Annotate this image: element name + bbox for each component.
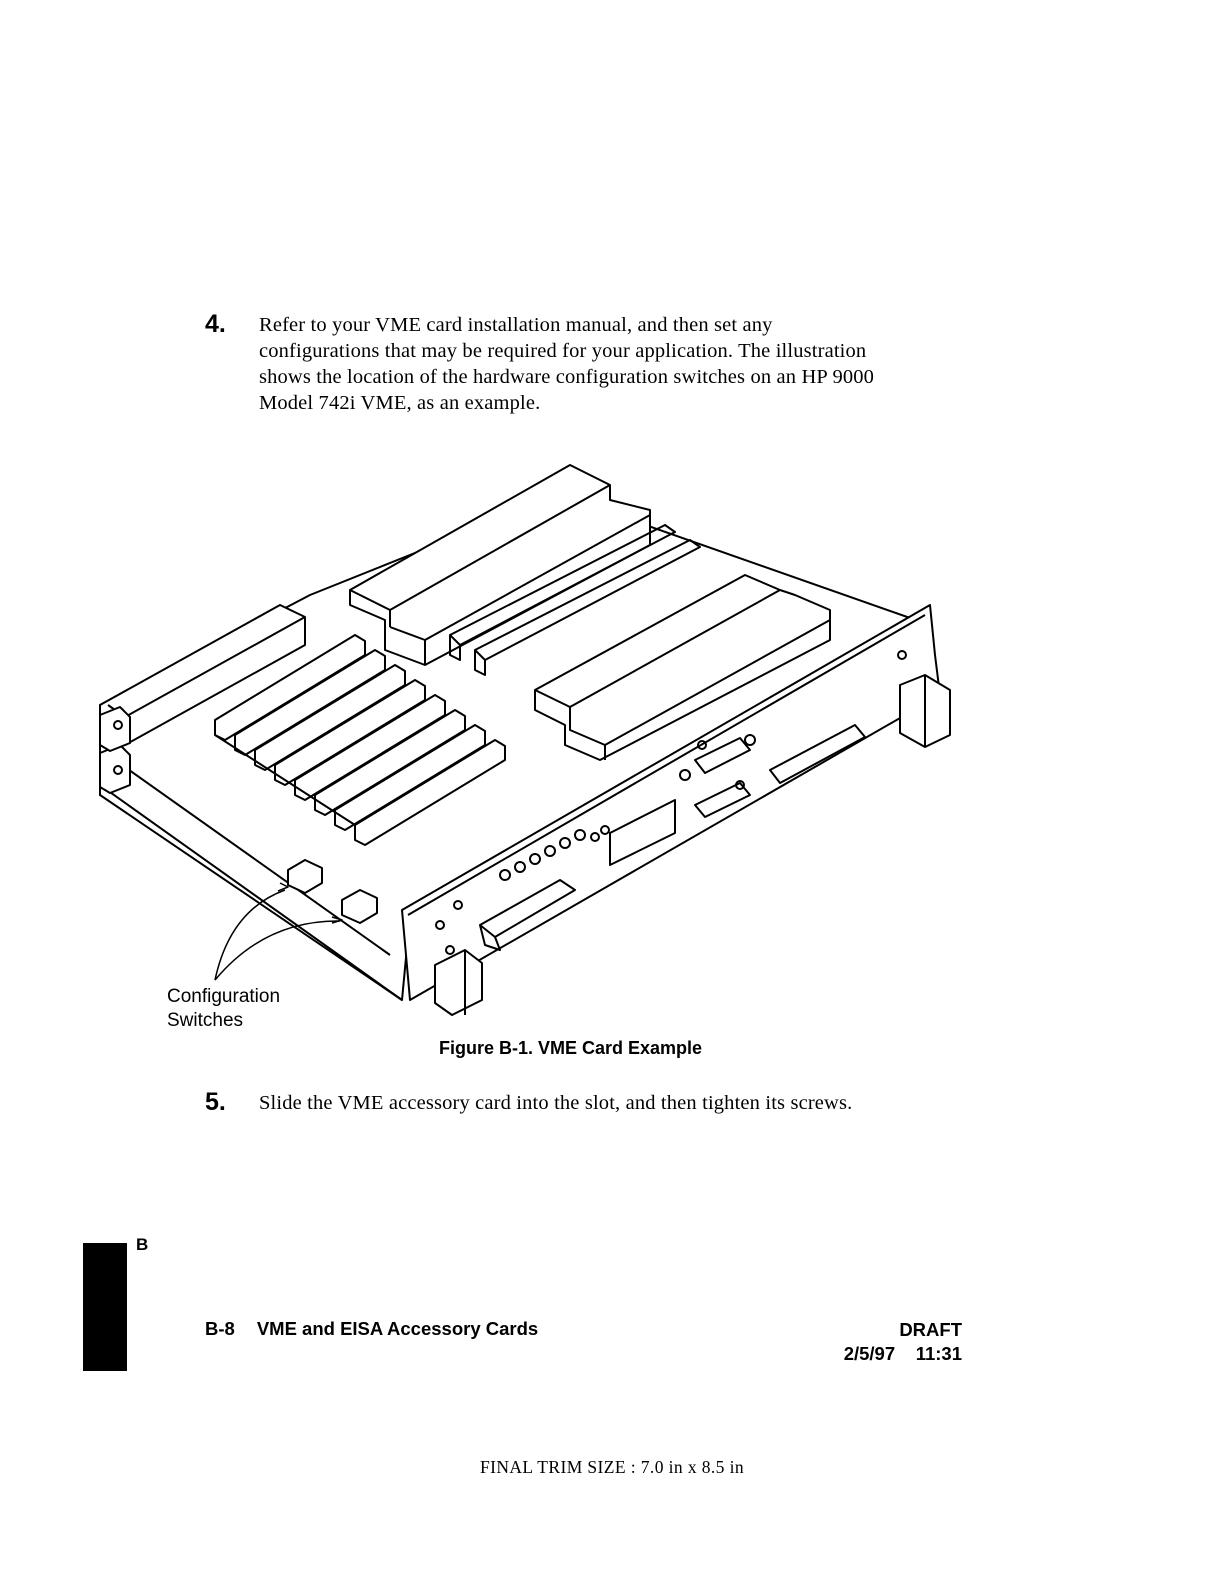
footer-right — [844, 1318, 962, 1366]
step-number: 4. — [205, 310, 226, 338]
step-text-line: Refer to your VME card installation manual, and then set any — [259, 314, 773, 336]
draft-status: DRAFT — [899, 1319, 962, 1340]
step-text — [259, 1090, 852, 1116]
step-text-line: shows the location of the hardware configuration switches on an HP 9000 — [259, 366, 875, 388]
callout-line: Switches — [167, 1010, 244, 1031]
draft-time: 11:31 — [915, 1343, 962, 1364]
trim-size-note: FINAL TRIM SIZE : 7.0 in x 8.5 in — [479, 1457, 745, 1477]
thumb-tab — [83, 1243, 127, 1371]
step-text-line: Slide the VME accessory card into the slot, and then tighten its screws. — [259, 1092, 853, 1114]
vme-card-illustration — [90, 455, 960, 1025]
page-number: B-8 — [205, 1318, 235, 1339]
step-number: 5. — [205, 1088, 226, 1116]
draft-date: 2/5/97 — [843, 1343, 896, 1364]
figure-callout — [167, 985, 280, 1033]
section-title: VME and EISA Accessory Cards — [256, 1318, 539, 1339]
tab-letter: B — [136, 1235, 149, 1254]
figure-caption: Figure B-1. VME Card Example — [439, 1038, 703, 1058]
step-text-line: configurations that may be required for your application. The illustration — [259, 340, 867, 362]
step-text-line: Model 742i VME, as an example. — [259, 392, 541, 414]
draft-timestamp — [844, 1342, 962, 1366]
step-text — [259, 312, 874, 416]
callout-line: Configuration — [167, 986, 281, 1007]
footer-left — [205, 1318, 538, 1340]
